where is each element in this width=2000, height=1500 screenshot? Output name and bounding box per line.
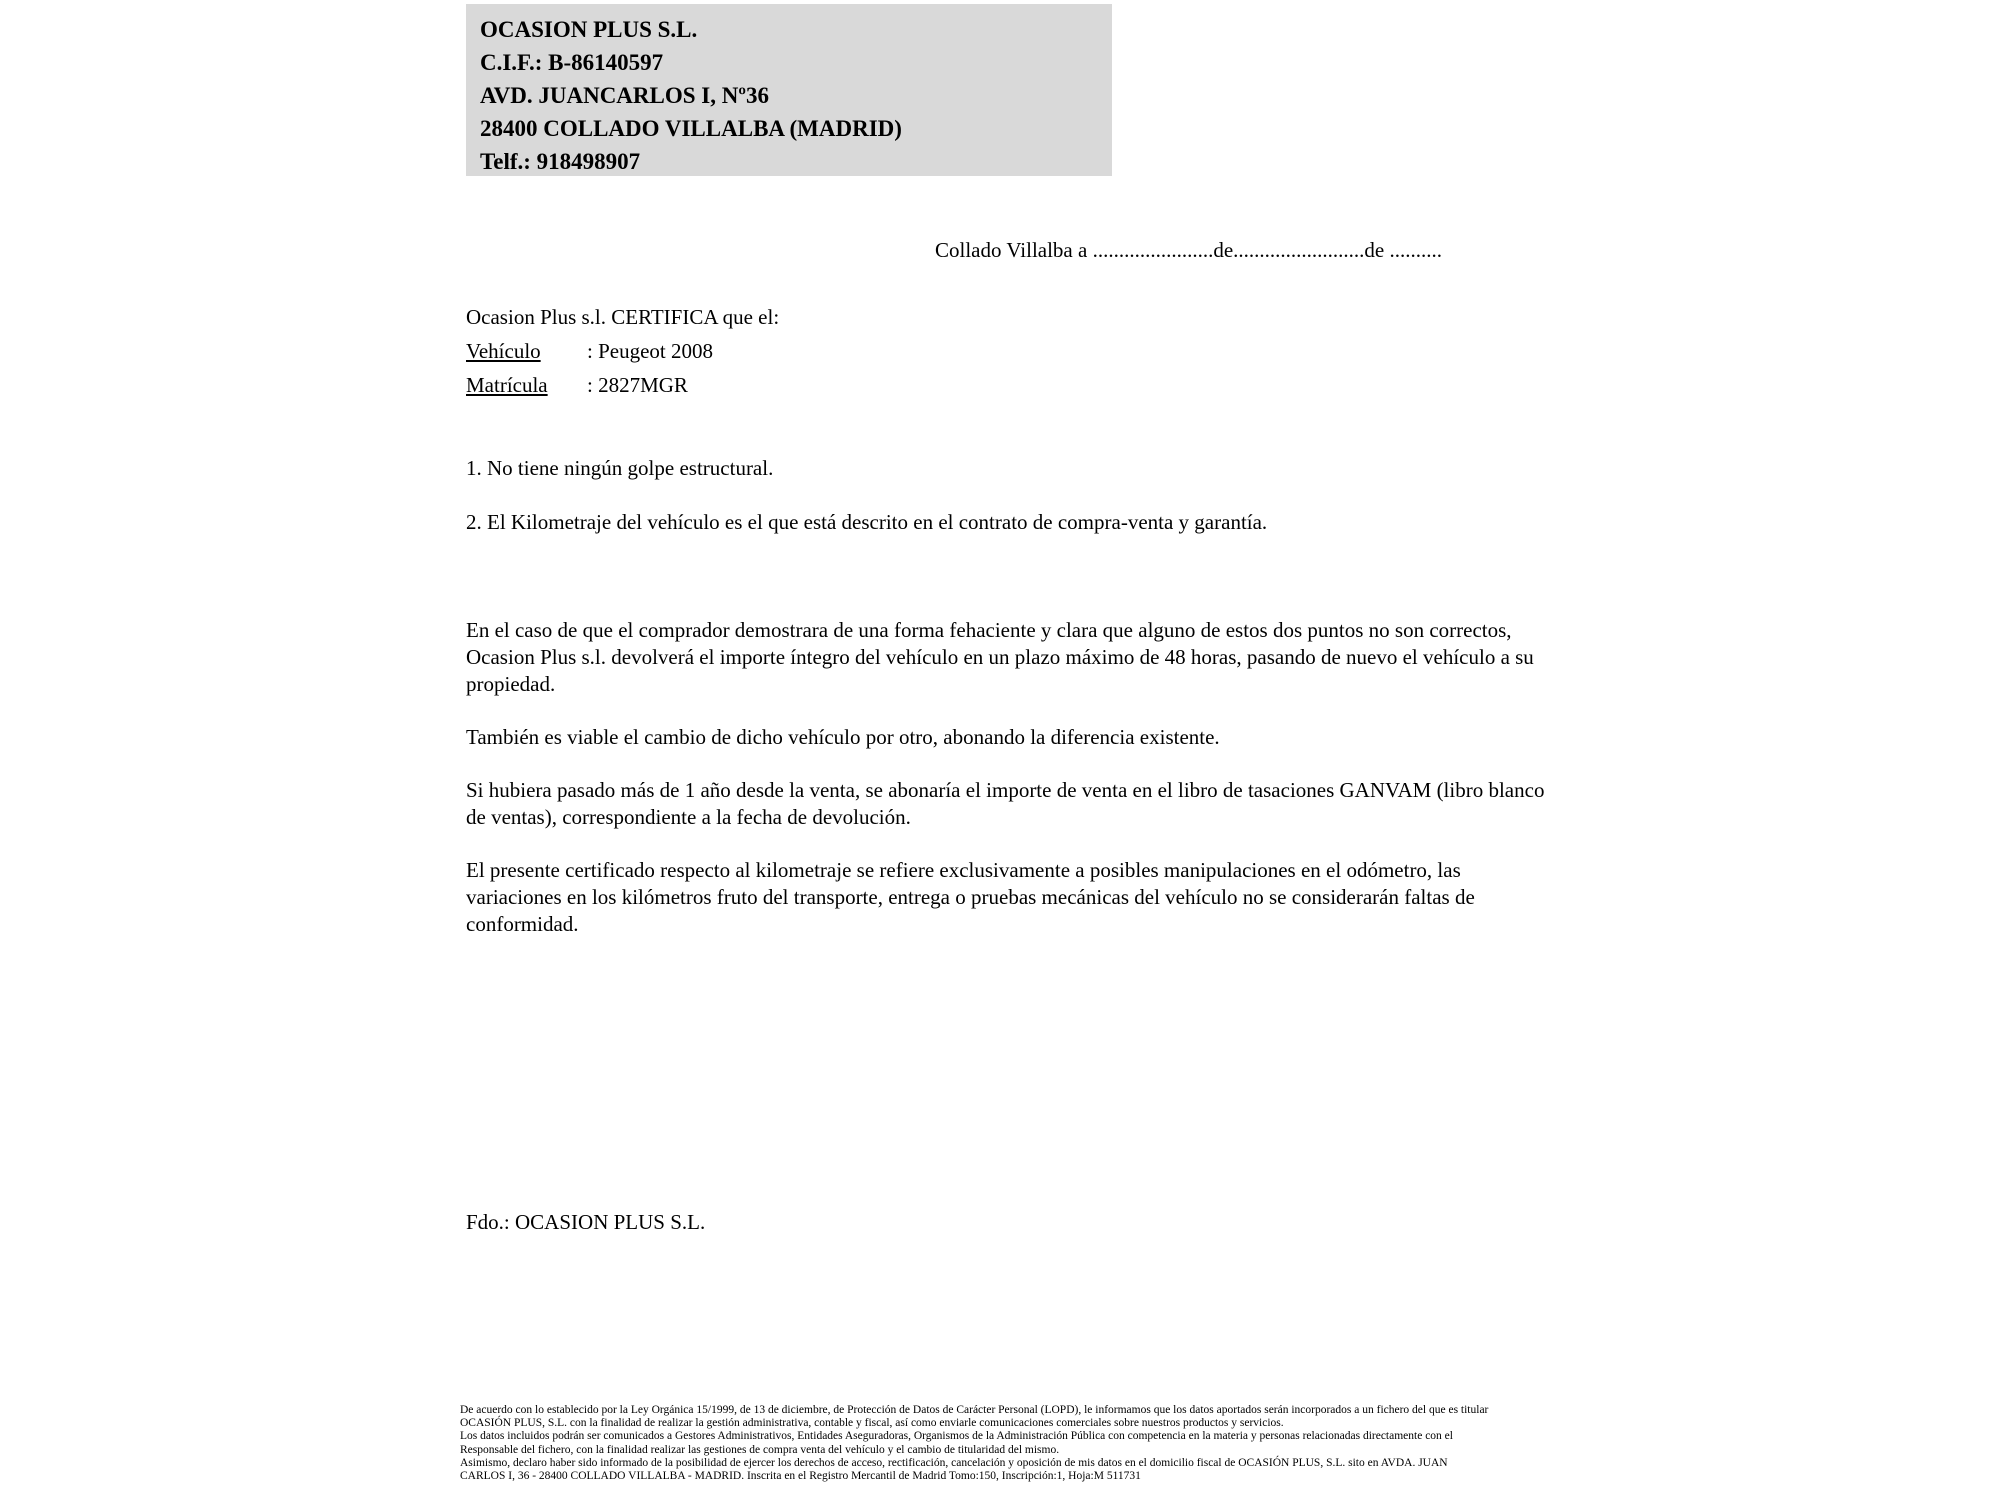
plate-label: Matrícula [466,373,548,397]
company-name: OCASION PLUS S.L. [480,17,698,42]
legal-footer [460,1404,1488,1483]
paragraph-refund: En el caso de que el comprador demostrara de una forma fehaciente y clara que alguno de estos dos puntos no son correctos, Ocasion Plus s.l. devolverá el importe íntegro del vehículo en un plazo máximo de 48 horas, pasando de nuevo el vehículo a su propiedad. [466,618,1534,696]
company-phone: Telf.: 918498907 [480,149,641,174]
point-structural-damage: 1. No tiene ningún golpe estructural. [466,456,774,480]
date-line: Collado Villalba a .......................de.........................de .......... [935,238,1442,262]
plate-row [466,368,779,402]
paragraph-exchange: También es viable el cambio de dicho vehículo por otro, abonando la diferencia existente. [466,725,1220,749]
legal-line: Asimismo, declaro haber sido informado de la posibilidad de ejercer los derechos de acceso, rectificación, cancelación y oposición de mis datos en el domicilio fiscal de OCASIÓN PLUS, S.L. sito en AVDA. JUAN [460,1456,1448,1469]
paragraph-odometer: El presente certificado respecto al kilometraje se refiere exclusivamente a posibles manipulaciones en el odómetro, las variaciones en los kilómetros fruto del transporte, entrega o pruebas mecánicas del vehículo no se considerarán faltas de conformidad. [466,858,1475,936]
company-city: 28400 COLLADO VILLALBA (MADRID) [480,116,902,141]
terms-paragraphs [466,617,1551,964]
legal-line: Responsable del fichero, con la finalidad realizar las gestiones de compra venta del vehículo y el cambio de titularidad del mismo. [460,1443,1060,1456]
signature-line: Fdo.: OCASION PLUS S.L. [466,1210,706,1234]
legal-line: De acuerdo con lo establecido por la Ley Orgánica 15/1999, de 13 de diciembre, de Protección de Datos de Carácter Personal (LOPD), le informamos que los datos aportados serán incorporados a un fichero del que es titular [460,1404,1489,1416]
vehicle-value: : Peugeot 2008 [587,339,713,363]
vehicle-label: Vehículo [466,339,541,363]
point-mileage: 2. El Kilometraje del vehículo es el que está descrito en el contrato de compra-venta y garantía. [466,510,1268,534]
legal-line: OCASIÓN PLUS, S.L. con la finalidad de realizar la gestión administrativa, contable y fiscal, así como enviarle comunicaciones comerciales sobre nuestros productos y servicios. [460,1417,1284,1430]
paragraph-ganvam: Si hubiera pasado más de 1 año desde la venta, se abonaría el importe de venta en el libro de tasaciones GANVAM (libro blanco de ventas), correspondiente a la fecha de devolución. [466,778,1545,829]
certify-intro: Ocasion Plus s.l. CERTIFICA que el: [466,305,780,329]
company-header-box [466,4,1112,176]
certification-block [466,300,779,402]
vehicle-row [466,334,779,368]
legal-line: CARLOS I, 36 - 28400 COLLADO VILLALBA - MADRID. Inscrita en el Registro Mercantil de Madrid Tomo:150, Inscripción:1, Hoja:M 511731 [460,1470,1141,1483]
plate-value: : 2827MGR [587,373,688,397]
company-cif: C.I.F.: B-86140597 [480,50,664,75]
company-address: AVD. JUANCARLOS I, Nº36 [480,83,769,108]
legal-line: Los datos incluidos podrán ser comunicados a Gestores Administrativos, Entidades Aseguradoras, Organismos de la Administración Pública con competencia en la materia y personas relacionadas directamente con el [460,1430,1453,1443]
